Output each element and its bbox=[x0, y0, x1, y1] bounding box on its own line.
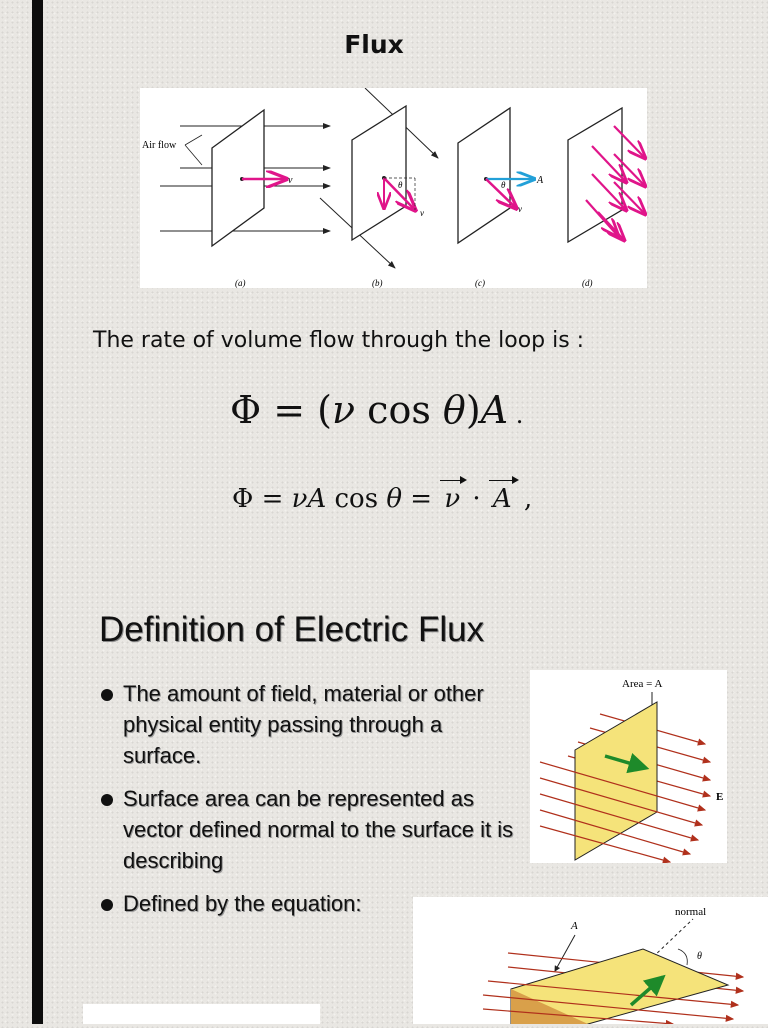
airflow-figure bbox=[140, 88, 647, 288]
bullet-item: Surface area can be represented as vector defined normal to the surface it is describing bbox=[98, 783, 518, 876]
area-label: Area = A bbox=[622, 678, 663, 690]
area-figure bbox=[530, 670, 727, 863]
flux-equation-2: Φ = νA cos θ = ν · A , bbox=[232, 484, 533, 514]
panel-label: (d) bbox=[582, 278, 593, 288]
panel-b bbox=[320, 88, 438, 288]
left-accent-bar bbox=[32, 0, 43, 1024]
svg-text:A: A bbox=[571, 920, 578, 932]
bullet-item: The amount of field, material or other physical entity passing through a surface. bbox=[98, 678, 518, 771]
normal-label: normal bbox=[675, 906, 707, 918]
svg-text:θ: θ bbox=[501, 180, 506, 190]
panel-a bbox=[142, 110, 330, 288]
panel-label: (b) bbox=[372, 278, 383, 288]
field-label: E bbox=[716, 791, 724, 803]
bullet-item: Defined by the equation: bbox=[98, 888, 518, 919]
panel-label: (c) bbox=[475, 278, 485, 288]
normal-diagram bbox=[413, 897, 768, 1024]
flux-equation-1: Φ = (ν cos θ)A . bbox=[230, 388, 524, 432]
svg-text:θ: θ bbox=[697, 951, 702, 962]
area-diagram bbox=[530, 670, 727, 863]
section-title: Definition of Electric Flux bbox=[99, 610, 485, 649]
svg-text:A: A bbox=[537, 175, 544, 186]
panel-c bbox=[458, 108, 544, 288]
rate-text: The rate of volume flow through the loop is : bbox=[93, 328, 585, 353]
airflow-diagram bbox=[140, 88, 647, 288]
normal-figure bbox=[413, 897, 768, 1024]
definition-bullets bbox=[98, 678, 518, 931]
panel-d bbox=[568, 108, 645, 288]
svg-text:v: v bbox=[420, 208, 424, 218]
page-title: Flux bbox=[344, 30, 404, 59]
svg-text:v: v bbox=[518, 204, 522, 214]
svg-text:θ: θ bbox=[398, 180, 403, 190]
equation-image-fragment bbox=[83, 1004, 320, 1024]
svg-text:v: v bbox=[288, 175, 293, 186]
air-flow-label: Air flow bbox=[142, 140, 177, 151]
panel-label: (a) bbox=[235, 278, 246, 288]
